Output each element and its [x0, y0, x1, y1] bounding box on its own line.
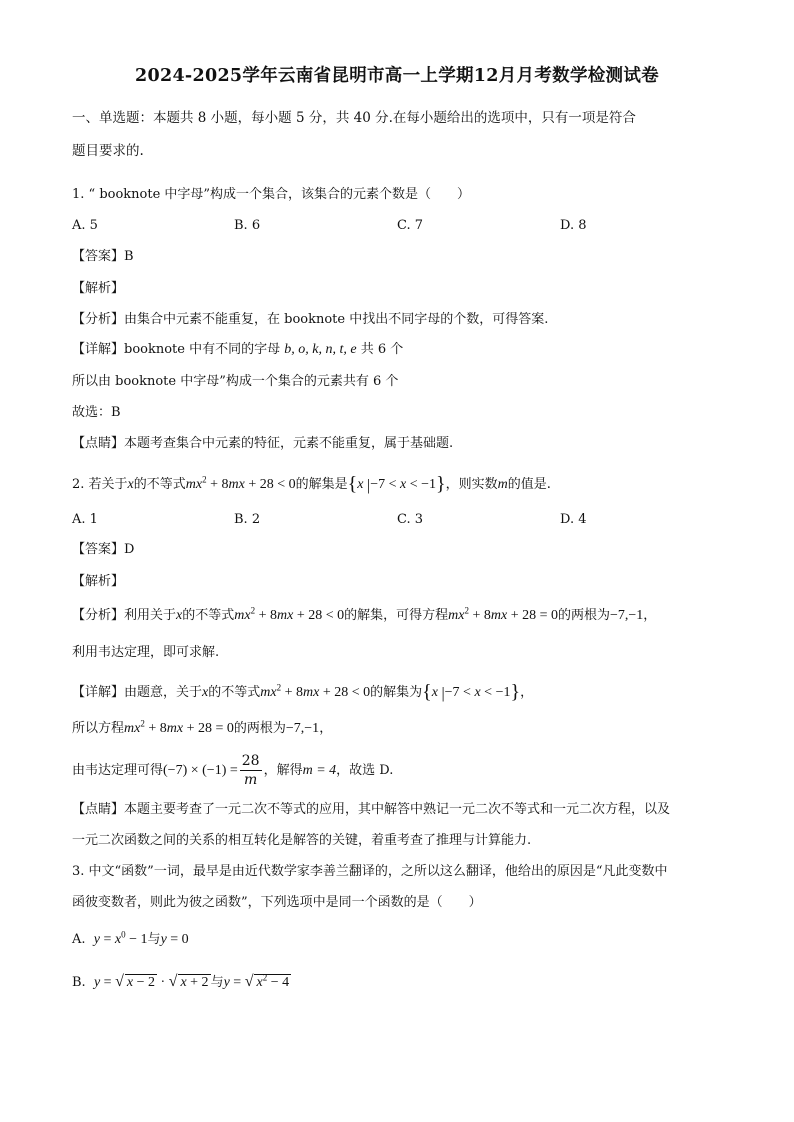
- q2-option-c: C. 3: [397, 512, 424, 527]
- q2-dianjing-line2: 一元二次函数之间的关系的相互转化是解答的关键，着重考查了推理与计算能力.: [72, 833, 532, 848]
- section-instructions-line2: 题目要求的.: [72, 143, 144, 159]
- q2-xiangjie: 【详解】由题意，关于x的不等式$mx^2 + 8mx + 28 < 0$的解集为{x |−7 < x < −1}，: [72, 681, 534, 703]
- q1-xiangjie-suffix: 共 6 个: [360, 342, 404, 357]
- q2-option-a: A. 1: [72, 512, 98, 527]
- q1-option-d: D. 8: [560, 218, 587, 233]
- q2-option-b: B. 2: [234, 512, 261, 527]
- q1-stem: 1. “ booknote 中字母”构成一个集合，该集合的元素个数是（ ）: [72, 187, 471, 202]
- q1-xiangjie-prefix: 【详解】booknote 中有不同的字母: [72, 342, 281, 357]
- q2-answer: 【答案】D: [72, 542, 135, 557]
- q1-so: 所以由 booknote 中字母”构成一个集合的元素共有 6 个: [72, 374, 399, 389]
- q1-answer: 【答案】B: [72, 249, 134, 264]
- q2-solution-set: {x |−7 < x < −1}: [347, 473, 446, 495]
- q1-option-a: A. 5: [72, 218, 98, 233]
- q2-so: 所以方程$mx^2 + 8mx + 28 = 0$的两根为−7,−1，: [72, 718, 333, 736]
- q2-dianjing-line1: 【点睛】本题主要考查了一元二次不等式的应用，其中解答中熟记一元二次不等式和一元二次方程，以及: [72, 802, 671, 817]
- q2-fraction: $\frac{28}{m}$: [241, 753, 260, 788]
- q1-option-b: B. 6: [234, 218, 261, 233]
- q1-choose: 故选：B: [72, 405, 121, 420]
- q3-stem-line2: 函彼变数者，则此为彼之函数”，下列选项中是同一个函数的是（ ）: [72, 895, 482, 910]
- q1-letters: b, o, k, n, t, e: [284, 342, 357, 357]
- q2-analysis-label: 【解析】: [72, 574, 125, 589]
- q2-m-value: m = 4: [302, 763, 337, 778]
- q2-fenxi-line2: 利用韦达定理，即可求解.: [72, 645, 220, 660]
- page-title: 2024-2025学年云南省昆明市高一上学期12月月考数学检测试卷: [135, 66, 659, 86]
- q2-fenxi: 【分析】利用关于x的不等式$mx^2 + 8mx + 28 < 0$的解集，可得方程$mx^2 + 8mx + 28 = 0$的两根为−7,−1，: [72, 605, 657, 623]
- q2-roots: −7,−1: [610, 608, 644, 623]
- q2-inequality: $mx^2 + 8mx + 28 < 0$: [185, 474, 296, 492]
- q3-stem-line1: 3. 中文“函数”一词，最早是由近代数学家李善兰翻译的，之所以这么翻译，他给出的原因是“凡此变数中: [72, 864, 668, 879]
- section-instructions-line1: 一、单选题：本题共 8 小题，每小题 5 分，共 40 分.在每小题给出的选项中，只有一项是符合: [72, 110, 636, 126]
- q1-option-c: C. 7: [397, 218, 424, 233]
- q1-dianjing: 【点睛】本题考查集合中元素的特征，元素不能重复，属于基础题.: [72, 436, 454, 451]
- q2-option-d: D. 4: [560, 512, 587, 527]
- q1-analysis-label: 【解析】: [72, 281, 125, 296]
- q3-option-a: A. $y = x^0 - 1$与y = 0: [72, 929, 189, 947]
- q2-vieta: 由韦达定理可得(−7) × (−1) = $\frac{28}{m}$ ，解得m = 4，故选 D.: [72, 753, 394, 788]
- q2-stem: 2. 若关于x的不等式$mx^2 + 8mx + 28 < 0$的解集是{x |−7 < x < −1}，则实数m的值是.: [72, 473, 551, 495]
- q3-option-b: B. y = √ x − 2 · √ x + 2 与y = √ $x^2 - 4$: [72, 972, 290, 990]
- q1-xiangjie: [72, 342, 403, 359]
- q1-fenxi: 【分析】由集合中元素不能重复，在 booknote 中找出不同字母的个数，可得答案.: [72, 312, 549, 327]
